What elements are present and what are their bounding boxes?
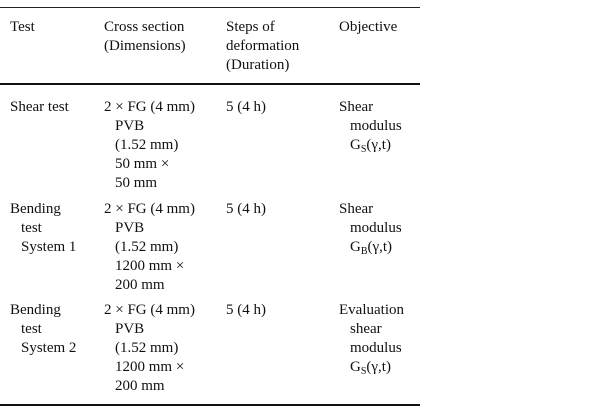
row2-objective-line: modulus: [350, 220, 402, 236]
row2-cross-section-line: 2 × FG (4 mm): [104, 201, 195, 217]
formula-symbol: G: [350, 359, 361, 375]
row1-cross-section: [104, 98, 222, 193]
row3-test-line: Bending: [10, 302, 61, 318]
formula-args: (γ,t): [367, 239, 393, 255]
row3-test-line: System 2: [21, 340, 77, 356]
row1-steps-value: 5 (4 h): [226, 99, 266, 115]
row3-cross-section-line: PVB: [115, 321, 145, 337]
row2-test-line: Bending: [10, 201, 61, 217]
row3-objective-line: modulus: [350, 340, 402, 356]
formula-symbol: G: [350, 239, 361, 255]
row1-objective-formula: [339, 136, 419, 155]
row2-cross-section-line: 200 mm: [115, 277, 165, 293]
row3-cross-section-line: 1200 mm ×: [115, 359, 185, 375]
table-top-rule: [0, 7, 420, 8]
row3-objective-line: shear: [350, 321, 382, 337]
row2-cross-section-line: 1200 mm ×: [115, 258, 185, 274]
header-steps-line: deformation: [226, 38, 300, 54]
row3-cross-section-line: (1.52 mm): [115, 340, 179, 356]
header-steps-line: (Duration): [226, 57, 290, 73]
row1-cross-section-line: 50 mm ×: [115, 156, 170, 172]
row3-cross-section-line: 200 mm: [115, 378, 165, 394]
header-objective-line: Objective: [339, 19, 398, 35]
header-steps-line: Steps of: [226, 19, 275, 35]
row2-test-line: System 1: [21, 239, 77, 255]
row2-cross-section-line: (1.52 mm): [115, 239, 179, 255]
formula-symbol: G: [350, 137, 361, 153]
formula-args: (γ,t): [366, 359, 391, 375]
formula-subscript: S: [360, 144, 367, 155]
row3-objective-line: Evaluation: [339, 302, 404, 318]
row3-cross-section: [104, 301, 222, 396]
header-cross-section: [104, 18, 222, 56]
table-header-rule: [0, 83, 420, 85]
row3-cross-section-line: 2 × FG (4 mm): [104, 302, 195, 318]
row3-objective: [339, 301, 419, 377]
row3-test: [10, 301, 100, 358]
row1-cross-section-line: PVB: [115, 118, 145, 134]
row3-objective-formula: [339, 358, 419, 377]
row1-steps: [226, 98, 336, 117]
row2-objective: [339, 200, 419, 257]
row2-objective-formula: [339, 238, 419, 257]
header-cross-section-line: Cross section: [104, 19, 185, 35]
formula-subscript: S: [360, 366, 367, 377]
row3-test-line: test: [21, 321, 42, 337]
row2-cross-section-line: PVB: [115, 220, 145, 236]
row1-objective: [339, 98, 419, 155]
header-steps: [226, 18, 336, 75]
row1-cross-section-line: (1.52 mm): [115, 137, 179, 153]
header-test-line: Test: [10, 19, 35, 35]
row3-steps-value: 5 (4 h): [226, 302, 266, 318]
row1-cross-section-line: 50 mm: [115, 175, 158, 191]
row2-cross-section: [104, 200, 222, 295]
formula-args: (γ,t): [366, 137, 391, 153]
header-test: [10, 18, 100, 37]
header-cross-section-line: (Dimensions): [104, 38, 186, 54]
row1-test: [10, 98, 100, 117]
row2-objective-line: Shear: [339, 201, 374, 217]
row1-objective-line: Shear: [339, 99, 374, 115]
row1-cross-section-line: 2 × FG (4 mm): [104, 99, 195, 115]
row2-test-line: test: [21, 220, 42, 236]
formula-subscript: B: [360, 246, 368, 257]
row1-objective-line: modulus: [350, 118, 402, 134]
row2-test: [10, 200, 100, 257]
row2-steps: [226, 200, 336, 219]
row1-test-line: Shear test: [10, 99, 69, 115]
row2-steps-value: 5 (4 h): [226, 201, 266, 217]
row3-steps: [226, 301, 336, 320]
header-objective: [339, 18, 419, 37]
table-bottom-rule: [0, 404, 420, 406]
